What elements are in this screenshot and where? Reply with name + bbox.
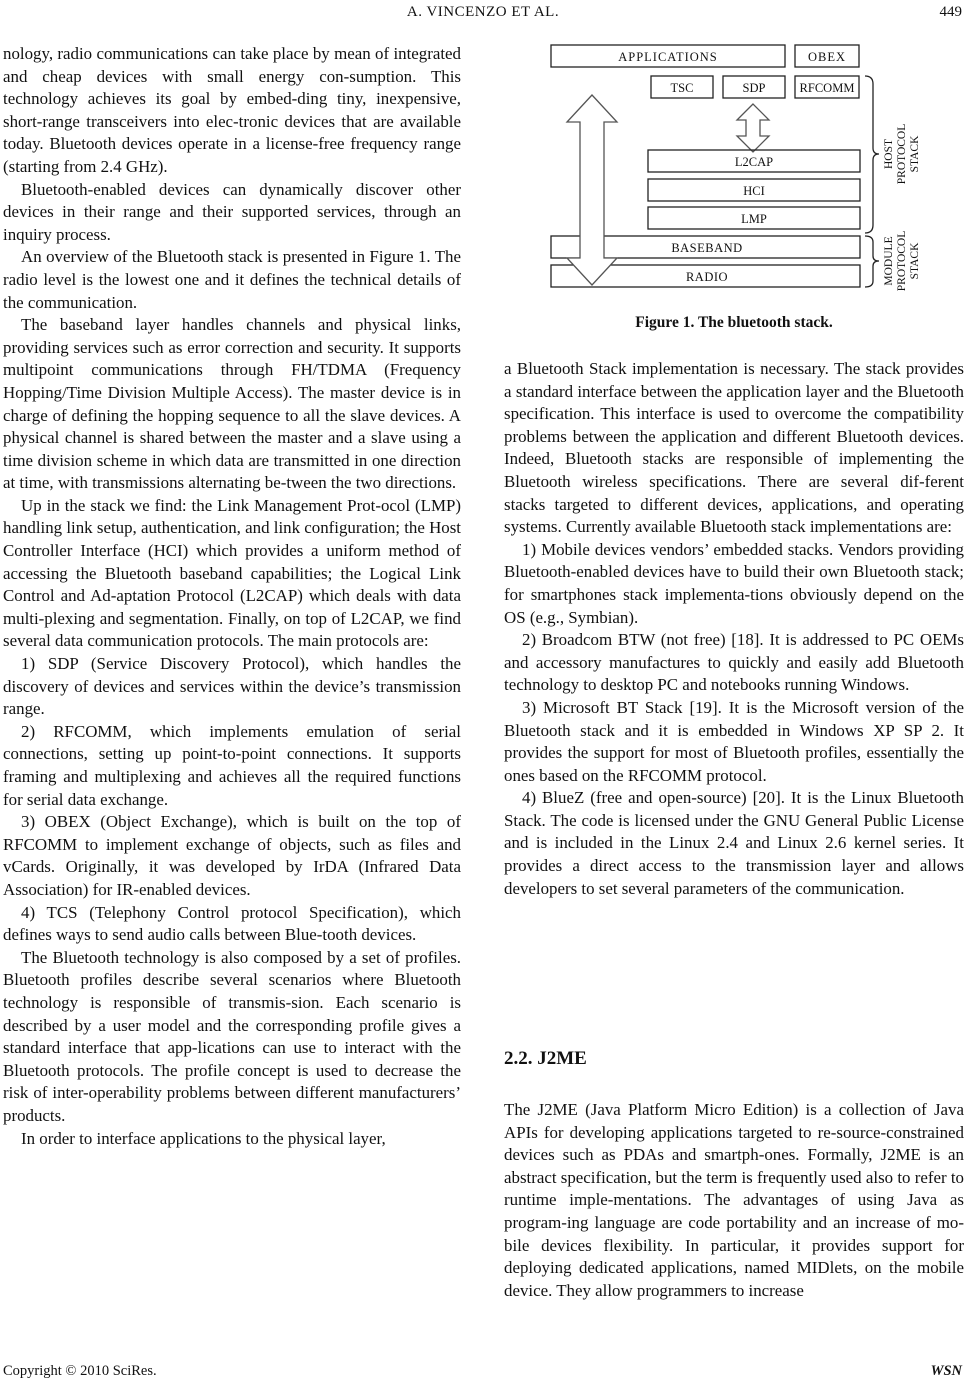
paragraph: 4) TCS (Telephony Control protocol Specification), which defines ways to send audio calls between Blue-tooth devices. (3, 902, 461, 945)
lmp-label: LMP (741, 212, 767, 226)
bluetooth-stack-diagram (547, 40, 966, 300)
bluetooth-stack-figure (547, 40, 966, 300)
left-column (3, 43, 461, 1150)
module-protocol-stack-label (883, 231, 921, 292)
module-label-line: PROTOCOL (896, 230, 908, 292)
tsc-label: TSC (670, 81, 694, 95)
section-heading: 2.2. J2ME (504, 1048, 587, 1069)
host-label-line: HOST (883, 138, 895, 170)
rfcomm-label: RFCOMM (799, 81, 855, 95)
paragraph: 3) Microsoft BT Stack [19]. It is the Microsoft version of the Bluetooth stack and it is embedded in Windows XP SP 2. It provides the support for most of Bluetooth profiles, essentially the ones based on the RFCOMM protocol. (504, 697, 964, 785)
right-column-section (504, 1099, 964, 1302)
paragraph: a Bluetooth Stack implementation is necessary. The stack provides a standard interface between the application layer and the Bluetooth specification. This interface is used to overcome the compatibility problems between the application and different Bluetooth devices. Indeed, Bluetooth stacks are responsible of implementing the Bluetooth wireless specifications. There are several dif-ferent stacks targeted to different devices, applications, and operating systems. Currently available Bluetooth stack implementations are: (504, 359, 964, 537)
paragraph: 1) SDP (Service Discovery Protocol), which handles the discovery of devices and services within the device’s transmission range. (3, 654, 461, 719)
inner-double-arrow (737, 104, 769, 152)
sdp-label: SDP (742, 81, 766, 95)
page-number: 449 (939, 4, 962, 20)
paragraph: The baseband layer handles channels and physical links, providing services such as error correction and security. It supports multipoint communications through FH/TDMA (Frequency Hopping/Time Division Multiple Access). The master device is in charge of defining the hopping sequence to all the slave devices. A physical channel is shared between the master and a slave using a time division scheme in which data are transmitted in one direction at time, with transmissions alternating be-tween the two directions. (3, 315, 461, 493)
host-protocol-stack-label (883, 124, 921, 185)
paragraph: 2) RFCOMM, which implements emulation of serial connections, setting up point-to-point connections. It supports framing and multiplexing and achieves all the required functions for serial data exchange. (3, 721, 461, 809)
radio-label: RADIO (685, 270, 729, 284)
host-label-line: PROTOCOL (896, 123, 908, 185)
l2cap-label: L2CAP (734, 155, 774, 169)
running-title: A. VINCENZO ET AL. (406, 4, 560, 20)
paragraph: Bluetooth-enabled devices can dynamically discover other devices in their range and their supported services, through an inquiry process. (3, 179, 461, 244)
outer-double-arrow (567, 95, 617, 285)
right-column (504, 358, 964, 900)
module-stack-brace (865, 236, 879, 287)
paragraph: 4) BlueZ (free and open-source) [20]. It is the Linux Bluetooth Stack. The code is licensed under the GNU General Public License and is included in the Linux 2.4 and Linux 2.6 kernel series. It provides a direct access to the transmission layer and allows developers to set several parameters of the communication. (504, 788, 964, 898)
obex-label: OBEX (807, 50, 847, 64)
module-label-line: STACK (909, 242, 921, 280)
paragraph: An overview of the Bluetooth stack is presented in Figure 1. The radio level is the lowest one and it defines the technical details of the communication. (3, 247, 461, 312)
paragraph: The Bluetooth technology is also composed by a set of profiles. Bluetooth profiles describe several scenarios where Bluetooth technology is responsible of transmis-sion. Each scenario is described by a user model and the corresponding profile gives a standard interface that app-lications can use to interact with the Bluetooth protocols. The profile concept is used to decrease the risk of inter-operability problems between different manufacturers’ products. (3, 947, 461, 1125)
paragraph: In order to interface applications to the physical layer, (21, 1128, 386, 1148)
paragraph: 1) Mobile devices vendors’ embedded stacks. Vendors providing Bluetooth-enabled devices have to build their own Bluetooth stack; for smartphones stack implementa-tions obviously depend on the OS (e.g., Symbian). (504, 539, 964, 627)
baseband-label: BASEBAND (671, 241, 743, 255)
paragraph: 3) OBEX (Object Exchange), which is built on the top of RFCOMM to implement exchange of objects, such as files and vCards. Originally, it was developed by IrDA (Infrared Data Association) for IR-enabled devices. (3, 812, 461, 899)
host-label-line: STACK (909, 135, 921, 173)
hci-label: HCI (743, 184, 765, 198)
figure-caption: Figure 1. The bluetooth stack. (635, 314, 833, 331)
copyright-notice: Copyright © 2010 SciRes. (3, 1363, 157, 1379)
paragraph: The J2ME (Java Platform Micro Edition) is a collection of Java APIs for developing applications targeted to re-source-constrained devices such as PDAs and smartph-ones. Formally, J2ME is an abstract specification, but the term is frequently used also to refer to runtime imple-mentations. The advantages of using Java as program-ing language are code portability and an increase of mo-bile devices flexibility. In particular, it provides support for deploying dedicated applications, named MIDlets, on the mobile device. They allow programmers to increase (504, 1100, 964, 1300)
paragraph: Up in the stack we find: the Link Management Prot-ocol (LMP) handling link setup, authentication, and link configuration; the Host Controller Interface (HCI) which provides a uniform method of accessing the Bluetooth baseband capabilities; the Logical Link Control and Ad-aptation Protocol (L2CAP) which deals with data multi-plexing and segmentation. Finally, on top of L2CAP, we find several data communication protocols. The main protocols are: (3, 495, 461, 651)
host-stack-brace (865, 76, 879, 233)
journal-abbreviation: WSN (930, 1363, 962, 1379)
applications-label: APPLICATIONS (618, 50, 718, 64)
paragraph: nology, radio communications can take place by mean of integrated and cheap devices with small energy con-sumption. This technology achieves its goal by embed-ding tiny, inexpensive, short-range transceivers into elec-tronic devices that are available today. Bluetooth devices operate in a license-free frequency range (starting from 2.4 GHz). (3, 44, 461, 176)
page-header (0, 0, 966, 30)
paragraph: 2) Broadcom BTW (not free) [18]. It is addressed to PC OEMs and accessory manufactures to quickly and easily add Bluetooth technology to desktop PC and notebooks running Windows. (504, 630, 964, 695)
module-label-line: MODULE (883, 236, 895, 286)
